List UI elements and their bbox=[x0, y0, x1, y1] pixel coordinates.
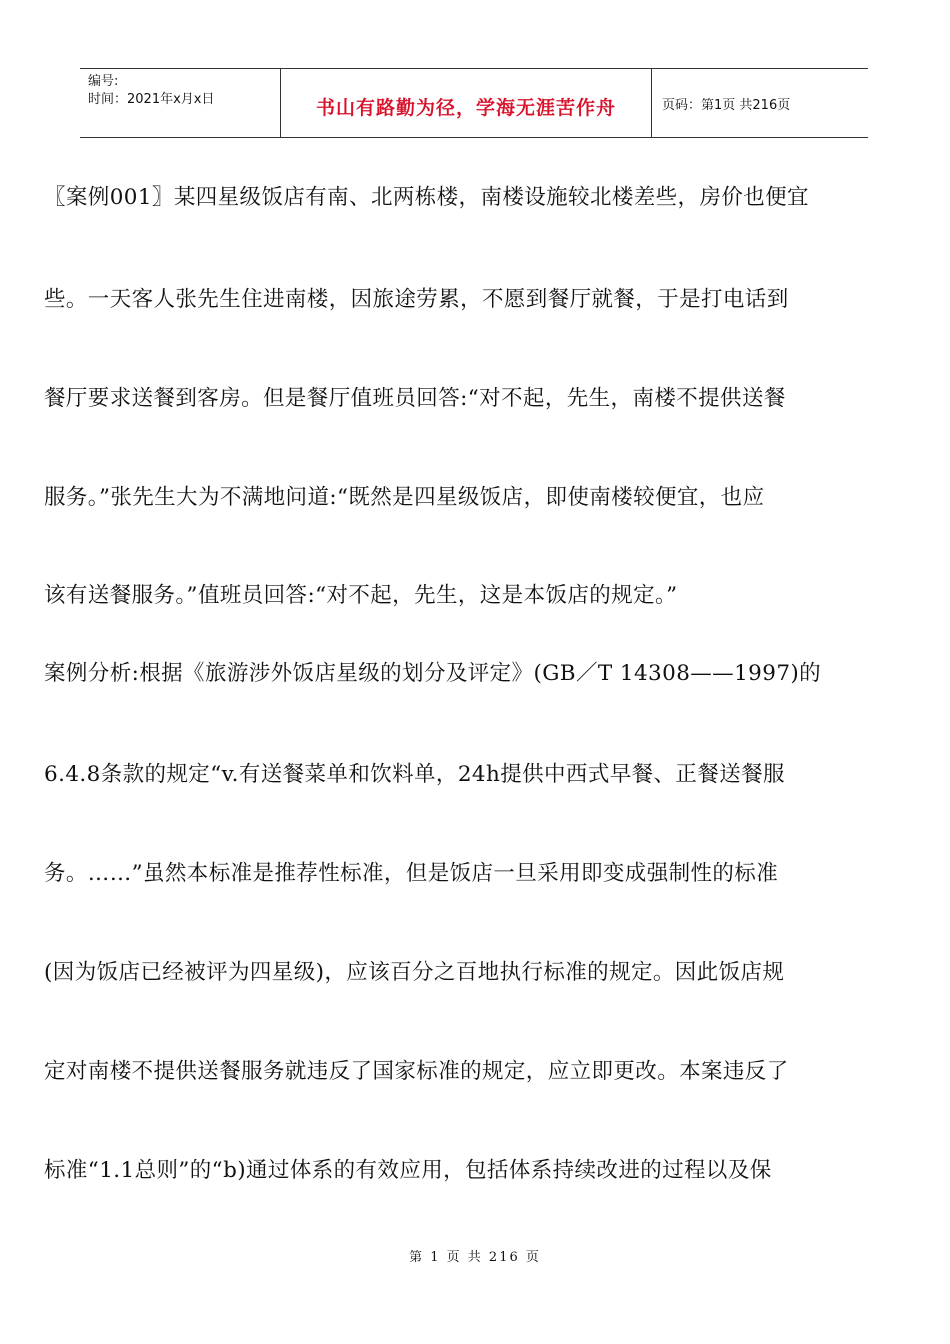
body-line: 标准“1.1总则”的“b)通过体系的有效应用，包括体系持续改进的过程以及保 bbox=[44, 1158, 772, 1183]
header-motto-cell bbox=[280, 69, 652, 137]
header-page-info-cell bbox=[652, 69, 868, 137]
body-line: 餐厅要求送餐到客房。但是餐厅值班员回答:“对不起，先生，南楼不提供送餐 bbox=[44, 386, 786, 411]
body-line: (因为饭店已经被评为四星级)，应该百分之百地执行标准的规定。因此饭店规 bbox=[44, 960, 785, 985]
body-line: 务。……”虽然本标准是推荐性标准，但是饭店一旦采用即变成强制性的标准 bbox=[44, 861, 779, 886]
page-footer: 第 1 页 共 216 页 bbox=[409, 1250, 541, 1265]
body-line: 服务。”张先生大为不满地问道:“既然是四星级饭店，即使南楼较便宜，也应 bbox=[44, 485, 765, 510]
header-motto: 书山有路勤为径，学海无涯苦作舟 bbox=[315, 96, 616, 119]
document-number-label: 编号: bbox=[88, 74, 119, 89]
body-line: 案例分析:根据《旅游涉外饭店星级的划分及评定》(GB／T 14308——1997)的 bbox=[44, 661, 822, 686]
document-time-label: 时间：2021年x月x日 bbox=[88, 92, 215, 107]
header-meta bbox=[80, 69, 280, 137]
body-line: 些。一天客人张先生住进南楼，因旅途劳累，不愿到餐厅就餐，于是打电话到 bbox=[44, 287, 789, 312]
header-page-info: 页码：第1页 共216页 bbox=[662, 97, 791, 113]
body-line: 6.4.8条款的规定“v.有送餐菜单和饮料单，24h提供中西式早餐、正餐送餐服 bbox=[44, 762, 785, 787]
body-line: 定对南楼不提供送餐服务就违反了国家标准的规定，应立即更改。本案违反了 bbox=[44, 1059, 789, 1084]
body-line: 该有送餐服务。”值班员回答:“对不起，先生，这是本饭店的规定。” bbox=[44, 583, 678, 608]
body-line: 〖案例001〗某四星级饭店有南、北两栋楼，南楼设施较北楼差些，房价也便宜 bbox=[44, 185, 809, 210]
page-header bbox=[80, 68, 868, 138]
